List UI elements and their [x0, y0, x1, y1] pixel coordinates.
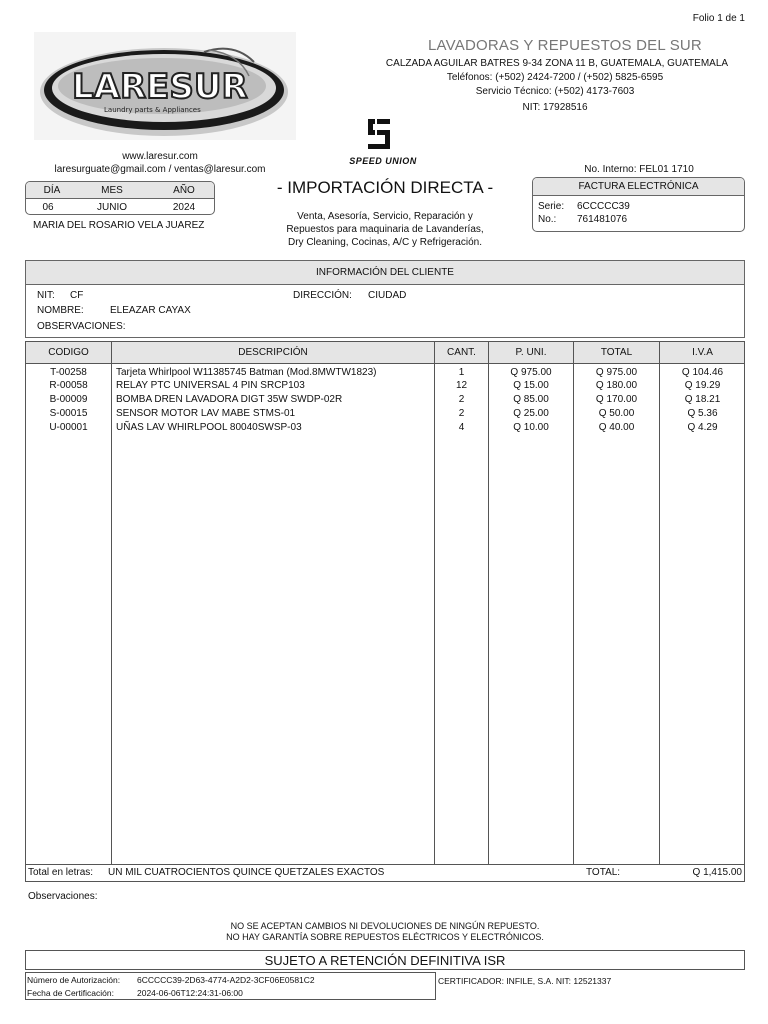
- client-nit: CF: [70, 290, 84, 301]
- date-day: 06: [42, 202, 54, 213]
- company-address: CALZADA AGUILAR BATRES 9-34 ZONA 11 B, GUATEMALA, GUATEMALA: [385, 58, 729, 69]
- row-quantity: 2: [458, 394, 465, 405]
- client-nit-label: NIT:: [37, 290, 55, 301]
- col-header-unit-price: P. UNI.: [515, 347, 547, 358]
- date-month-header: MES: [101, 185, 123, 196]
- client-section: [25, 260, 745, 338]
- company-web: www.laresur.com: [122, 151, 198, 162]
- row-unit-price: Q 25.00: [513, 408, 549, 419]
- col-header-iva: I.V.A: [692, 347, 713, 358]
- client-name-label: NOMBRE:: [37, 305, 84, 316]
- auth-number-label: Número de Autorización:: [27, 975, 121, 985]
- row-total: Q 170.00: [595, 394, 638, 405]
- row-iva: Q 19.29: [684, 380, 721, 391]
- page-title: - IMPORTACIÓN DIRECTA -: [276, 178, 494, 197]
- row-unit-price: Q 10.00: [513, 422, 549, 433]
- isr-banner: SUJETO A RETENCIÓN DEFINITIVA ISR: [25, 950, 745, 970]
- folio: Folio 1 de 1: [692, 13, 745, 24]
- seller-name: MARIA DEL ROSARIO VELA JUAREZ: [33, 220, 205, 231]
- total-label: TOTAL:: [586, 867, 621, 878]
- date-month: JUNIO: [97, 202, 127, 213]
- row-iva: Q 18.21: [684, 394, 721, 405]
- internal-number: No. Interno: FEL01 1710: [584, 164, 694, 175]
- speed-union-label: SPEED UNION: [349, 156, 417, 166]
- authorization-box: [25, 972, 436, 1000]
- row-quantity: 2: [458, 408, 465, 419]
- certification-date: 2024-06-06T12:24:31-06:00: [137, 988, 243, 998]
- row-description: RELAY PTC UNIVERSAL 4 PIN SRCP103: [116, 380, 305, 391]
- date-year-header: AÑO: [173, 185, 195, 196]
- client-observations-label: OBSERVACIONES:: [37, 321, 126, 332]
- total-amount: Q 1,415.00: [692, 867, 742, 878]
- serie-value: 6CCCCC39: [577, 201, 630, 212]
- invoice-header: FACTURA ELECTRÓNICA: [533, 178, 744, 196]
- notice-line-1: NO SE ACEPTAN CAMBIOS NI DEVOLUCIONES DE NINGÚN REPUESTO.: [230, 921, 540, 931]
- invoice-no-value: 761481076: [577, 214, 628, 225]
- total-words: UN MIL CUATROCIENTOS QUINCE QUETZALES EXACTOS: [108, 867, 385, 878]
- observations-label: Observaciones:: [28, 891, 98, 902]
- laresur-logo: [34, 32, 296, 140]
- tagline-1: Venta, Asesoría, Servicio, Reparación y: [297, 211, 473, 222]
- row-description: SENSOR MOTOR LAV MABE STMS-01: [116, 408, 296, 419]
- tagline-2: Repuestos para maquinaria de Lavanderías,: [286, 224, 484, 235]
- col-header-code: CODIGO: [48, 347, 89, 358]
- company-phones: Teléfonos: (+502) 2424-7200 / (+502) 5825-6595: [446, 72, 664, 83]
- company-nit: NIT: 17928516: [522, 102, 588, 113]
- company-service: Servicio Técnico: (+502) 4173-7603: [475, 86, 635, 97]
- serie-label: Serie:: [538, 201, 565, 212]
- tagline-3: Dry Cleaning, Cocinas, A/C y Refrigeración.: [288, 237, 482, 248]
- svg-text:Laundry parts & Appliances: Laundry parts & Appliances: [104, 106, 201, 114]
- row-iva: Q 5.36: [687, 408, 718, 419]
- col-header-total: TOTAL: [600, 347, 633, 358]
- col-header-description: DESCRIPCIÓN: [238, 347, 308, 358]
- col-header-quantity: CANT.: [447, 347, 476, 358]
- row-iva: Q 4.29: [687, 422, 718, 433]
- date-year: 2024: [172, 202, 196, 213]
- row-total: Q 40.00: [598, 422, 635, 433]
- row-code: B-00009: [49, 394, 88, 405]
- invoice-no-label: No.:: [538, 214, 557, 225]
- client-address: CIUDAD: [368, 290, 407, 301]
- row-code: U-00001: [49, 422, 88, 433]
- row-quantity: 12: [455, 380, 468, 391]
- client-name: ELEAZAR CAYAX: [110, 305, 191, 316]
- row-iva: Q 104.46: [681, 367, 724, 378]
- row-unit-price: Q 15.00: [513, 380, 549, 391]
- auth-number: 6CCCCC39-2D63-4774-A2D2-3CF06E0581C2: [137, 975, 315, 985]
- certifier: CERTIFICADOR: INFILE, S.A. NIT: 12521337: [438, 976, 612, 986]
- date-box: [25, 181, 215, 215]
- notice-line-2: NO HAY GARANTÍA SOBRE REPUESTOS ELÉCTRICOS Y ELECTRÓNICOS.: [226, 932, 544, 942]
- svg-text:LARESUR: LARESUR: [72, 67, 248, 107]
- row-quantity: 4: [458, 422, 465, 433]
- company-name: LAVADORAS Y REPUESTOS DEL SUR: [428, 37, 702, 54]
- row-unit-price: Q 975.00: [510, 367, 552, 378]
- invoice-box: [532, 177, 745, 232]
- row-total: Q 180.00: [595, 380, 638, 391]
- client-header: INFORMACIÓN DEL CLIENTE: [26, 261, 744, 285]
- total-words-label: Total en letras:: [28, 867, 94, 878]
- row-description: UÑAS LAV WHIRLPOOL 80040SWSP-03: [116, 422, 302, 433]
- client-address-label: DIRECCIÓN:: [293, 290, 352, 301]
- row-code: S-00015: [49, 408, 88, 419]
- date-day-header: DÍA: [43, 185, 61, 196]
- row-quantity: 1: [458, 367, 465, 378]
- certification-date-label: Fecha de Certificación:: [27, 988, 114, 998]
- row-description: Tarjeta Whirlpool W11385745 Batman (Mod.8MWTW1823): [116, 367, 377, 378]
- row-code: T-00258: [50, 367, 87, 378]
- speed-union-logo: [348, 115, 410, 155]
- company-emails: laresurguate@gmail.com / ventas@laresur.com: [54, 164, 266, 175]
- row-description: BOMBA DREN LAVADORA DIGT 35W SWDP-02R: [116, 394, 343, 405]
- row-code: R-00058: [49, 380, 88, 391]
- row-total: Q 50.00: [598, 408, 635, 419]
- row-unit-price: Q 85.00: [513, 394, 549, 405]
- row-total: Q 975.00: [595, 367, 638, 378]
